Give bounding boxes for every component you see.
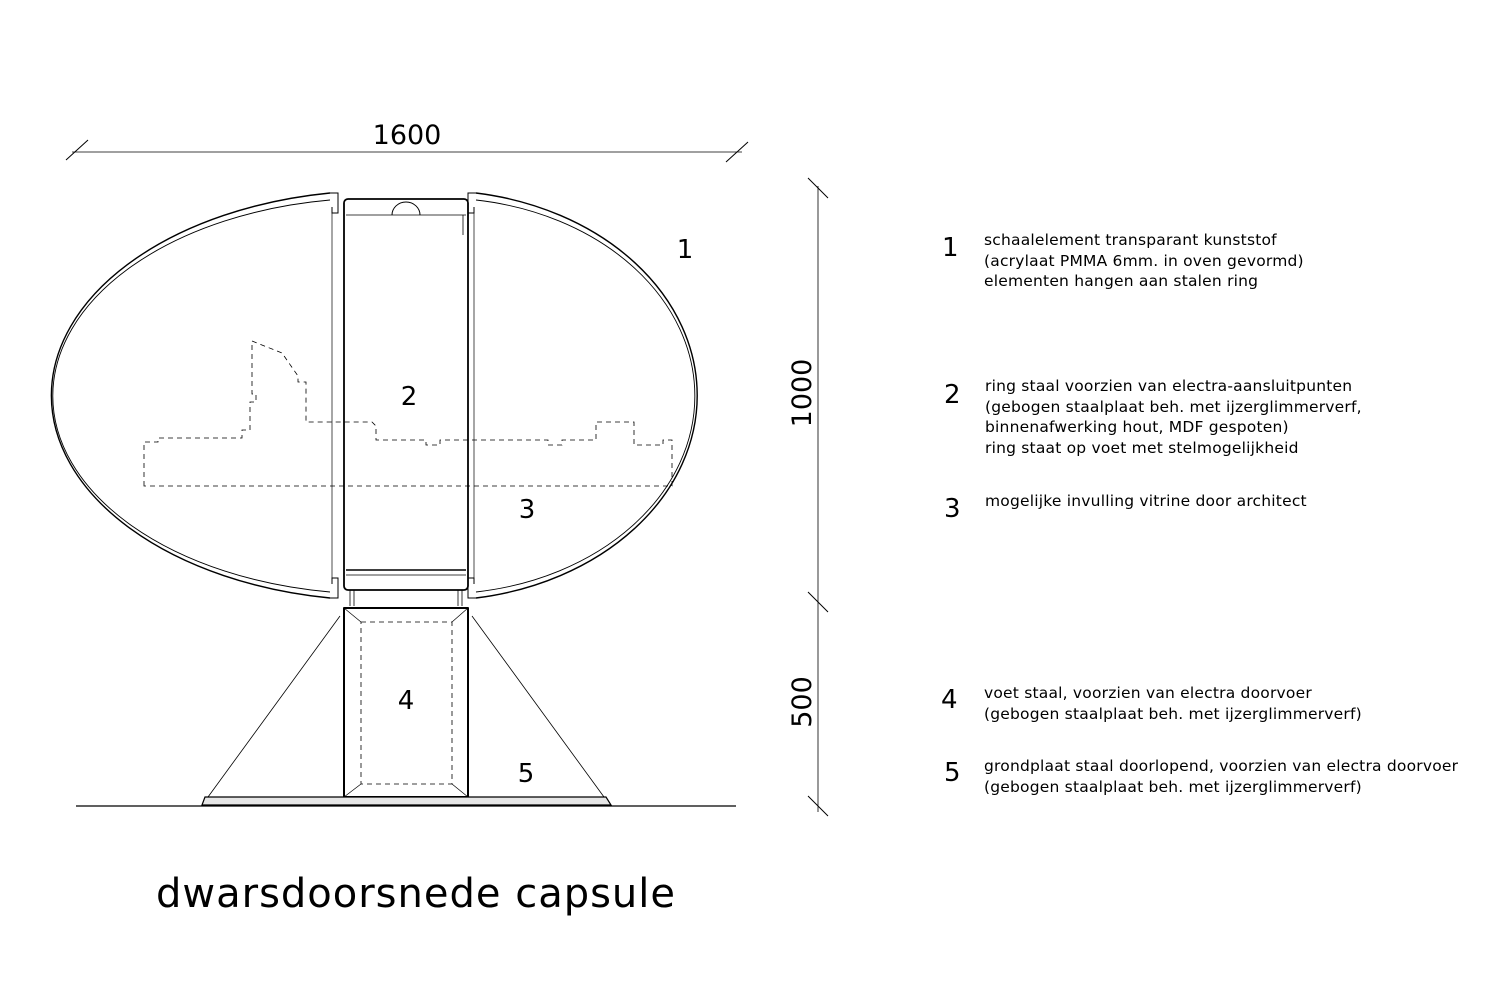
legend-2-line-3: binnenafwerking hout, MDF gespoten) <box>985 418 1289 436</box>
legend-4-line-2: (gebogen staalplaat beh. met ijzerglimmerverf) <box>984 704 1362 723</box>
ring-bottom-connectors <box>350 590 462 606</box>
legend-3-number: 3 <box>944 494 961 524</box>
width-dimension-label: 1600 <box>372 120 442 151</box>
legend-4-line-1: voet staal, voorzien van electra doorvoer <box>984 684 1312 702</box>
showcase-dashed-outline <box>144 341 672 486</box>
legend-2-line-2: (gebogen staalplaat beh. met ijzerglimmerverf, <box>985 397 1362 416</box>
label-showcase: 3 <box>518 495 536 525</box>
label-ring: 2 <box>400 382 418 412</box>
drawing-title: dwarsdoorsnede capsule <box>156 871 677 917</box>
legend-3-line-1: mogelijke invulling vitrine door architect <box>985 492 1307 510</box>
height-lower-dimension-label: 500 <box>787 676 818 728</box>
label-foot: 4 <box>397 686 415 716</box>
label-shell: 1 <box>676 235 694 265</box>
legend-1-line-1: schaalelement transparant kunststof <box>984 231 1277 249</box>
legend-5-line-1: grondplaat staal doorlopend, voorzien van electra doorvoer <box>984 757 1459 775</box>
shell-right-half <box>468 193 697 598</box>
legend-2-line-4: ring staat op voet met stelmogelijkheid <box>985 438 1299 457</box>
legend-2-line-1: ring staal voorzien van electra-aansluitpunten <box>985 377 1353 395</box>
label-base-plate: 5 <box>517 759 535 789</box>
legend-1-line-2: (acrylaat PMMA 6mm. in oven gevormd) <box>984 251 1304 270</box>
legend-2-number: 2 <box>944 380 961 410</box>
legend-5-line-2: (gebogen staalplaat beh. met ijzerglimmerverf) <box>984 777 1362 796</box>
shell-left-half <box>51 193 338 598</box>
height-upper-dimension-label: 1000 <box>787 358 818 428</box>
legend-4-number: 4 <box>941 685 958 715</box>
base-plate <box>202 797 611 805</box>
legend-1-number: 1 <box>942 233 959 263</box>
legend-5-number: 5 <box>944 758 961 788</box>
legend-1-line-3: elementen hangen aan stalen ring <box>984 272 1259 290</box>
